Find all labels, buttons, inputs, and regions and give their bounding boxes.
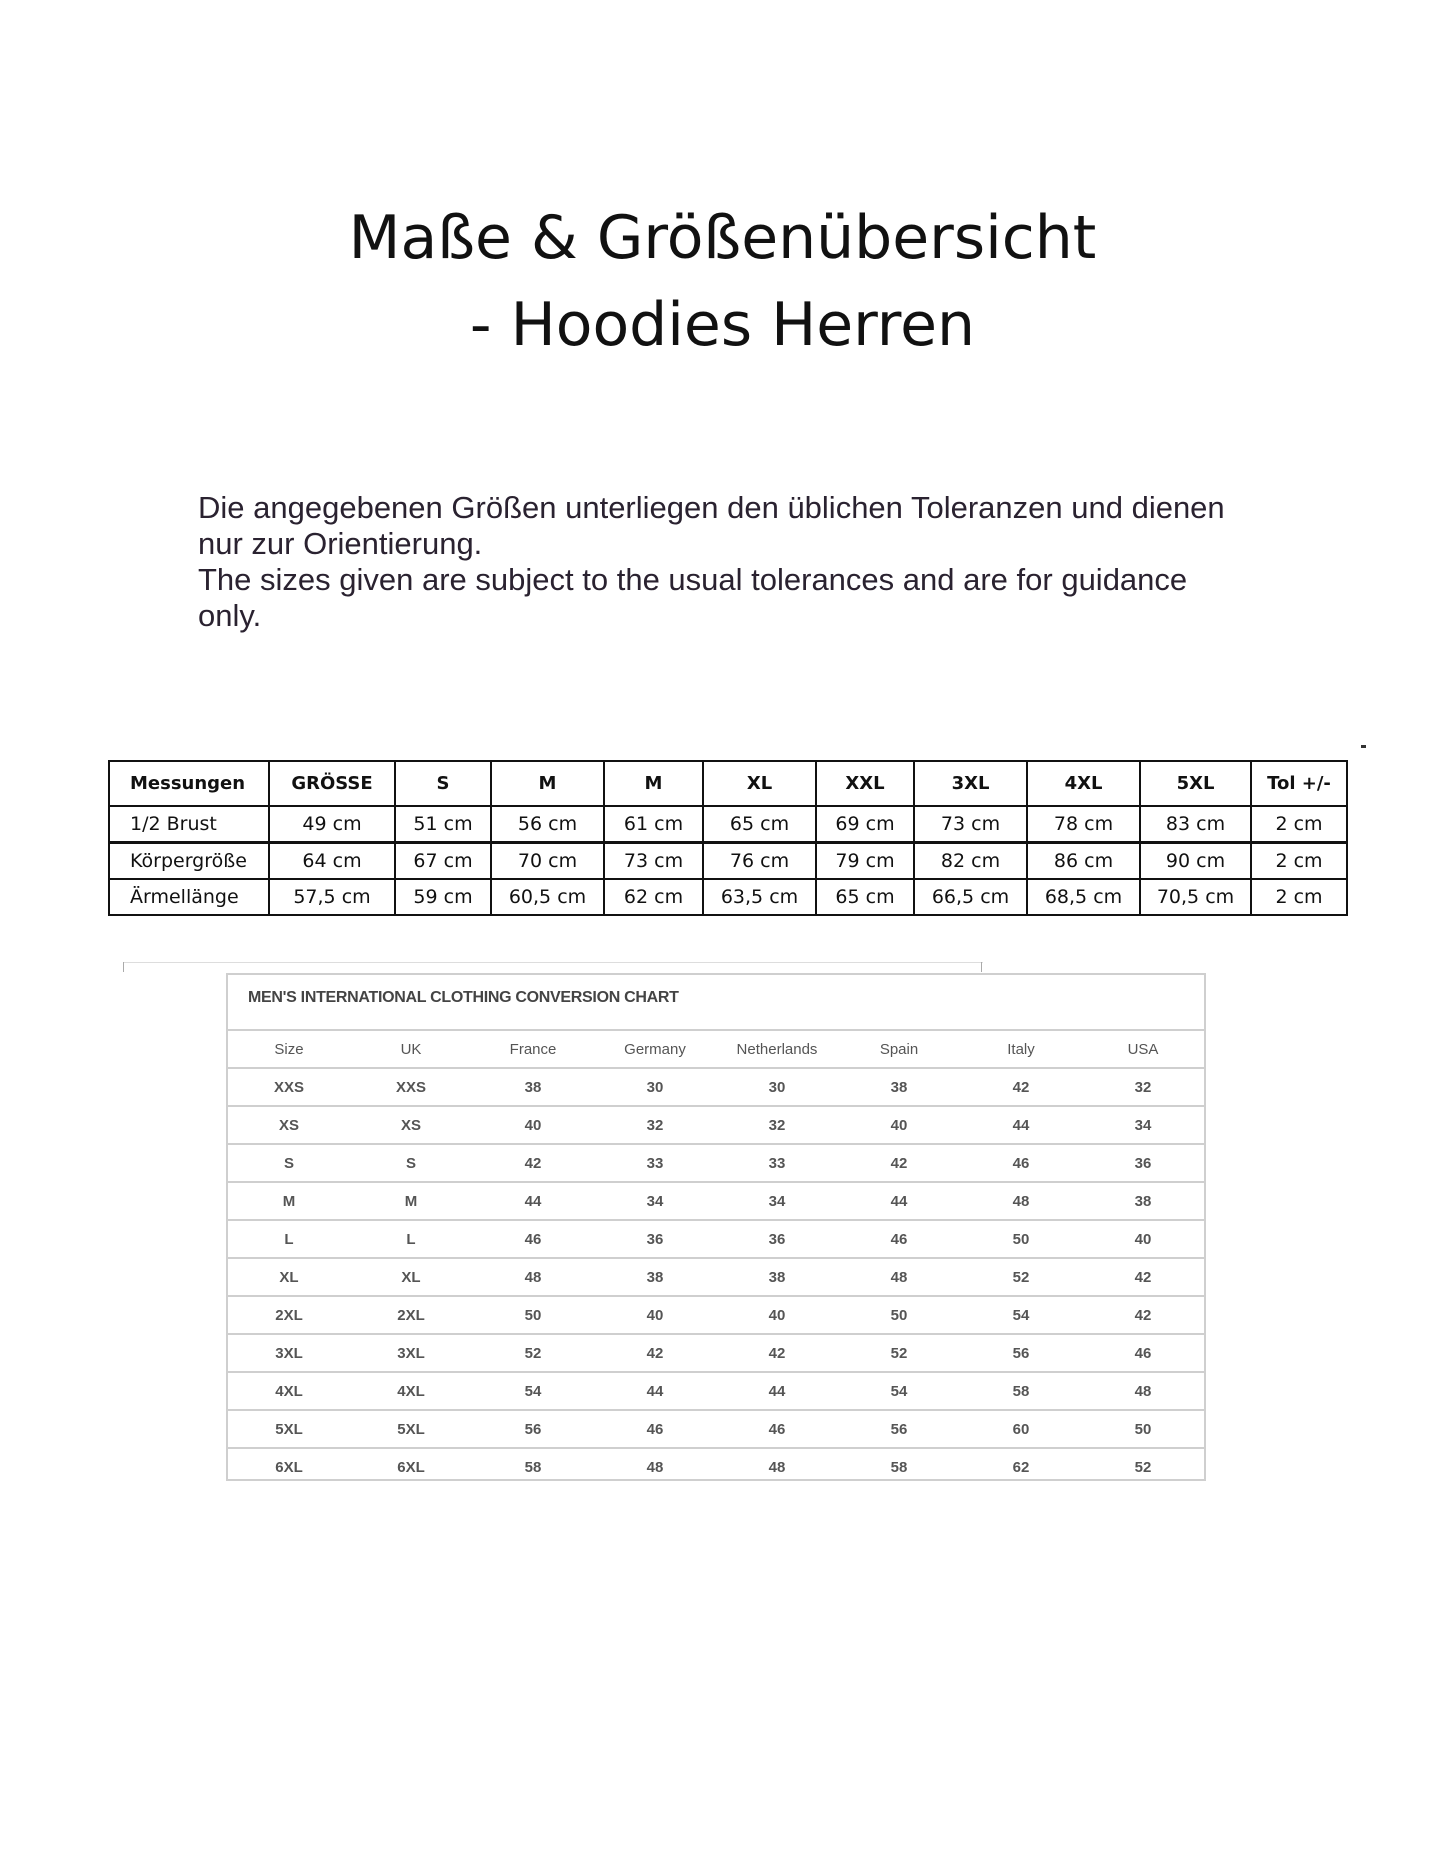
conversion-cell: 50 [960,1220,1082,1258]
conversion-cell: XS [350,1106,472,1144]
conversion-cell: 56 [838,1410,960,1448]
note-german: Die angegebenen Größen unterliegen den üblichen Toleranzen und dienen nur zur Orientierung. [198,490,1225,561]
conversion-cell: 32 [1082,1068,1204,1106]
conversion-cell: 44 [960,1106,1082,1144]
conversion-cell: 34 [716,1182,838,1220]
measurement-header-cell: S [395,761,491,806]
conversion-cell: 44 [838,1182,960,1220]
measurement-header-cell: 3XL [914,761,1027,806]
conversion-cell: 34 [594,1182,716,1220]
table-row [228,1106,1204,1144]
conversion-cell: 46 [1082,1334,1204,1372]
conversion-cell: 32 [716,1106,838,1144]
measurement-header-cell: Tol +/- [1251,761,1347,806]
conversion-cell: 48 [472,1258,594,1296]
conversion-cell: 5XL [350,1410,472,1448]
conversion-cell: 42 [838,1144,960,1182]
measurements-table [108,760,1348,916]
conversion-cell: 60 [960,1410,1082,1448]
conversion-cell: 40 [1082,1220,1204,1258]
conversion-cell: 58 [960,1372,1082,1410]
conversion-cell: 38 [716,1258,838,1296]
stray-mark [1361,745,1366,748]
measurement-cell: 62 cm [604,879,703,915]
conversion-body [228,1068,1204,1485]
conversion-cell: 46 [716,1410,838,1448]
table-row [228,1410,1204,1448]
conversion-cell: M [350,1182,472,1220]
conversion-cell: 30 [716,1068,838,1106]
measurement-header-cell: GRÖSSE [269,761,395,806]
measurement-cell: 78 cm [1027,806,1140,843]
conversion-cell: 56 [472,1410,594,1448]
rule-tick-left [123,962,124,972]
conversion-header-cell: Spain [838,1030,960,1068]
measurement-cell: Körpergröße [109,843,269,880]
conversion-cell: 36 [716,1220,838,1258]
conversion-cell: 3XL [228,1334,350,1372]
table-row [228,1068,1204,1106]
measurement-cell: 60,5 cm [491,879,604,915]
measurement-cell: 73 cm [604,843,703,880]
conversion-cell: 52 [1082,1448,1204,1485]
measurement-cell: 59 cm [395,879,491,915]
measurement-cell: 68,5 cm [1027,879,1140,915]
conversion-chart [226,973,1206,1481]
conversion-cell: 42 [1082,1258,1204,1296]
conversion-cell: 40 [594,1296,716,1334]
conversion-cell: 54 [472,1372,594,1410]
conversion-chart-title: MEN'S INTERNATIONAL CLOTHING CONVERSION CHART [248,989,679,1006]
conversion-cell: 50 [1082,1410,1204,1448]
measurement-cell: 49 cm [269,806,395,843]
measurement-cell: 76 cm [703,843,816,880]
conversion-cell: L [350,1220,472,1258]
conversion-cell: L [228,1220,350,1258]
measurement-cell: 83 cm [1140,806,1251,843]
conversion-cell: 46 [594,1410,716,1448]
measurement-cell: 79 cm [816,843,914,880]
measurement-cell: 70,5 cm [1140,879,1251,915]
measurement-cell: 69 cm [816,806,914,843]
conversion-cell: 30 [594,1068,716,1106]
measurement-cell: 66,5 cm [914,879,1027,915]
conversion-cell: 5XL [228,1410,350,1448]
table-row [228,1220,1204,1258]
rule-tick-right [981,962,982,972]
conversion-cell: 32 [594,1106,716,1144]
measurement-cell: 64 cm [269,843,395,880]
conversion-cell: S [350,1144,472,1182]
measurement-cell: 1/2 Brust [109,806,269,843]
conversion-cell: S [228,1144,350,1182]
conversion-cell: 58 [472,1448,594,1485]
measurements-header-row [109,761,1347,806]
measurement-header-cell: 5XL [1140,761,1251,806]
table-row [109,879,1347,915]
conversion-cell: 56 [960,1334,1082,1372]
measurement-cell: 82 cm [914,843,1027,880]
table-row [109,806,1347,843]
title-line-2: - Hoodies Herren [469,290,976,360]
conversion-cell: 44 [594,1372,716,1410]
conversion-cell: 3XL [350,1334,472,1372]
conversion-cell: 48 [594,1448,716,1485]
conversion-cell: 44 [472,1182,594,1220]
conversion-cell: 38 [1082,1182,1204,1220]
conversion-cell: 42 [594,1334,716,1372]
conversion-cell: 54 [960,1296,1082,1334]
measurement-cell: 51 cm [395,806,491,843]
conversion-cell: 42 [1082,1296,1204,1334]
table-row [228,1258,1204,1296]
measurements-body [109,806,1347,915]
conversion-header-cell: Size [228,1030,350,1068]
measurement-header-cell: Messungen [109,761,269,806]
conversion-cell: 36 [594,1220,716,1258]
conversion-cell: 50 [838,1296,960,1334]
conversion-cell: 2XL [350,1296,472,1334]
table-row [228,1182,1204,1220]
conversion-cell: 38 [594,1258,716,1296]
conversion-cell: XL [350,1258,472,1296]
conversion-cell: 48 [838,1258,960,1296]
measurement-cell: 86 cm [1027,843,1140,880]
conversion-cell: 6XL [228,1448,350,1485]
title-line-1: Maße & Größenübersicht [348,203,1097,273]
conversion-cell: 48 [1082,1372,1204,1410]
conversion-header-cell: France [472,1030,594,1068]
measurement-cell: 90 cm [1140,843,1251,880]
conversion-cell: 42 [472,1144,594,1182]
conversion-cell: 36 [1082,1144,1204,1182]
conversion-header-cell: Germany [594,1030,716,1068]
measurement-cell: 2 cm [1251,806,1347,843]
note-english: The sizes given are subject to the usual tolerances and are for guidance only. [198,562,1188,633]
table-row [109,843,1347,880]
conversion-cell: 42 [716,1334,838,1372]
measurement-cell: 65 cm [703,806,816,843]
measurement-cell: 2 cm [1251,879,1347,915]
measurement-cell: 73 cm [914,806,1027,843]
conversion-cell: 46 [838,1220,960,1258]
measurement-cell: 70 cm [491,843,604,880]
conversion-cell: XS [228,1106,350,1144]
conversion-cell: 48 [960,1182,1082,1220]
conversion-table [228,1029,1204,1485]
conversion-cell: 40 [472,1106,594,1144]
conversion-cell: 33 [716,1144,838,1182]
conversion-cell: 44 [716,1372,838,1410]
measurement-cell: 65 cm [816,879,914,915]
conversion-cell: 50 [472,1296,594,1334]
measurement-cell: 63,5 cm [703,879,816,915]
measurement-header-cell: M [604,761,703,806]
conversion-header-cell: USA [1082,1030,1204,1068]
measurement-header-cell: XL [703,761,816,806]
conversion-cell: 6XL [350,1448,472,1485]
conversion-cell: XL [228,1258,350,1296]
measurement-cell: 57,5 cm [269,879,395,915]
conversion-cell: 4XL [228,1372,350,1410]
measurement-cell: 56 cm [491,806,604,843]
conversion-cell: 52 [960,1258,1082,1296]
conversion-cell: 34 [1082,1106,1204,1144]
conversion-header-cell: Netherlands [716,1030,838,1068]
conversion-cell: 40 [838,1106,960,1144]
measurement-cell: 2 cm [1251,843,1347,880]
conversion-cell: 4XL [350,1372,472,1410]
measurement-header-cell: M [491,761,604,806]
conversion-cell: 38 [838,1068,960,1106]
table-row [228,1334,1204,1372]
table-row [228,1296,1204,1334]
measurement-cell: 67 cm [395,843,491,880]
conversion-cell: XXS [228,1068,350,1106]
conversion-cell: 48 [716,1448,838,1485]
conversion-cell: 42 [960,1068,1082,1106]
conversion-cell: 54 [838,1372,960,1410]
conversion-cell: 38 [472,1068,594,1106]
table-row [228,1448,1204,1485]
conversion-cell: 46 [960,1144,1082,1182]
table-row [228,1372,1204,1410]
measurement-header-cell: 4XL [1027,761,1140,806]
conversion-header-cell: UK [350,1030,472,1068]
conversion-cell: 46 [472,1220,594,1258]
conversion-cell: XXS [350,1068,472,1106]
conversion-cell: 2XL [228,1296,350,1334]
conversion-cell: M [228,1182,350,1220]
conversion-top-rule [123,962,983,963]
conversion-cell: 62 [960,1448,1082,1485]
page-title [0,195,1445,369]
conversion-cell: 58 [838,1448,960,1485]
measurement-cell: 61 cm [604,806,703,843]
conversion-header-cell: Italy [960,1030,1082,1068]
tolerance-notes [198,490,1258,634]
conversion-cell: 52 [472,1334,594,1372]
conversion-cell: 40 [716,1296,838,1334]
conversion-cell: 52 [838,1334,960,1372]
conversion-cell: 33 [594,1144,716,1182]
measurement-header-cell: XXL [816,761,914,806]
conversion-header-row [228,1030,1204,1068]
table-row [228,1144,1204,1182]
measurement-cell: Ärmellänge [109,879,269,915]
